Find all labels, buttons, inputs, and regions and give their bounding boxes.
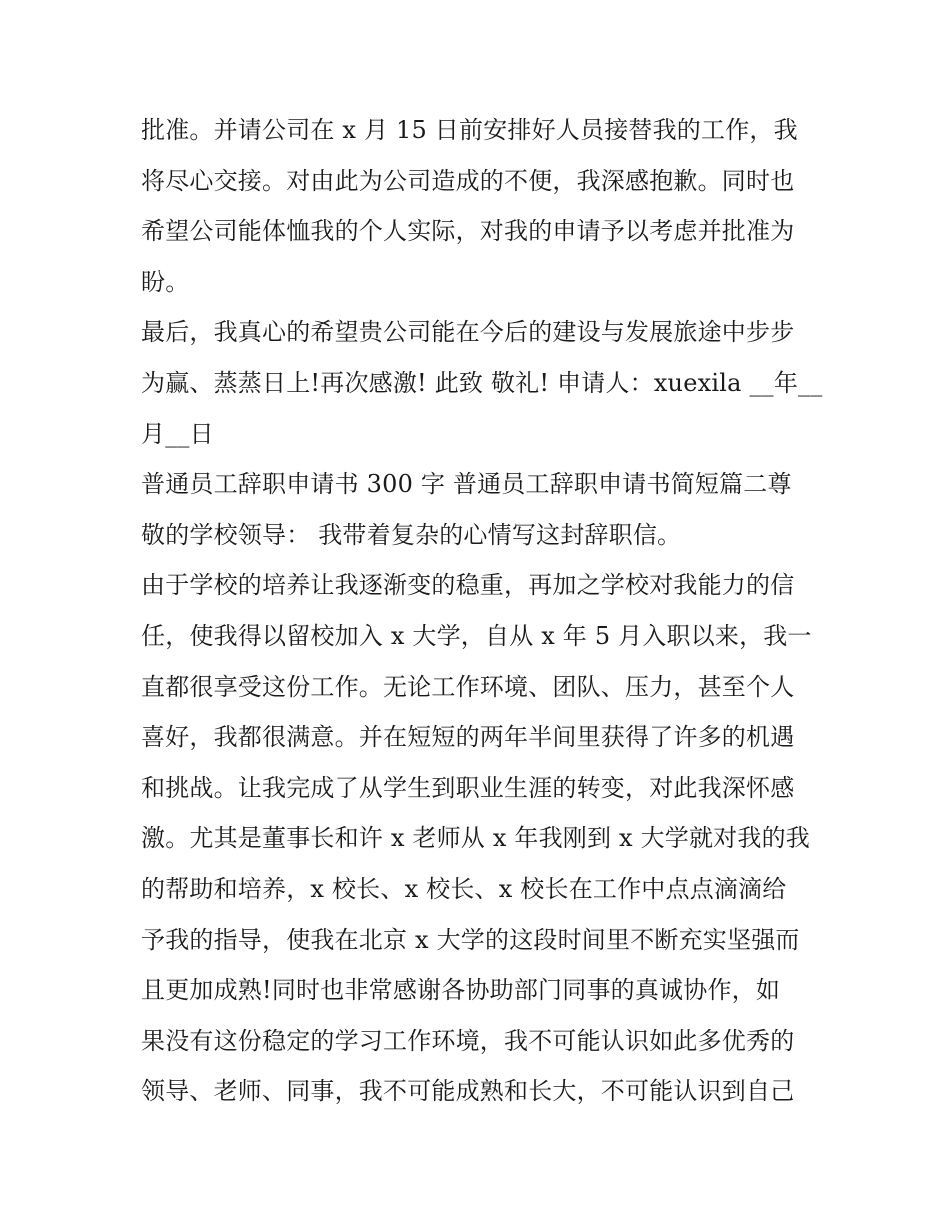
text-line: 月__日: [141, 419, 214, 448]
text-line: 果没有这份稳定的学习工作环境，我不可能认识如此多优秀的: [141, 1026, 795, 1055]
text-line: 敬的学校领导： 我带着复杂的心情写这封辞职信。: [141, 520, 682, 549]
text-line: 直都很享受这份工作。无论工作环境、团队、压力，甚至个人: [141, 672, 795, 701]
text-line: 予我的指导，使我在北京 x 大学的这段时间里不断充实坚强而: [141, 925, 800, 954]
text-line: 最后，我真心的希望贵公司能在今后的建设与发展旅途中步步: [141, 318, 795, 347]
text-line: 的帮助和培养，x 校长、x 校长、x 校长在工作中点点滴滴给: [141, 874, 787, 903]
text-line: 将尽心交接。对由此为公司造成的不便，我深感抱歉。同时也: [141, 166, 795, 195]
text-line: 普通员工辞职申请书 300 字 普通员工辞职申请书简短篇二尊: [141, 470, 792, 499]
document-body: [141, 105, 821, 1117]
text-line: 任，使我得以留校加入 x 大学，自从 x 年 5 月入职以来，我一: [141, 621, 812, 650]
text-line: 盼。: [141, 267, 190, 296]
text-line: 喜好，我都很满意。并在短短的两年半间里获得了许多的机遇: [141, 723, 795, 752]
text-line: 领导、老师、同事，我不可能成熟和长大，不可能认识到自己: [141, 1077, 795, 1106]
text-line: 为赢、蒸蒸日上!再次感激! 此致 敬礼! 申请人：xuexila __年__: [141, 368, 823, 397]
text-line: 批准。并请公司在 x 月 15 日前安排好人员接替我的工作，我: [141, 116, 798, 144]
text-line: 和挑战。让我完成了从学生到职业生涯的转变，对此我深怀感: [141, 773, 795, 802]
text-line: 激。尤其是董事长和许 x 老师从 x 年我刚到 x 大学就对我的我: [141, 824, 810, 853]
text-line: 希望公司能体恤我的个人实际，对我的申请予以考虑并批准为: [141, 217, 795, 246]
text-line: 由于学校的培养让我逐渐变的稳重，再加之学校对我能力的信: [141, 571, 795, 600]
text-line: 且更加成熟!同时也非常感谢各协助部门同事的真诚协作，如: [141, 976, 781, 1005]
